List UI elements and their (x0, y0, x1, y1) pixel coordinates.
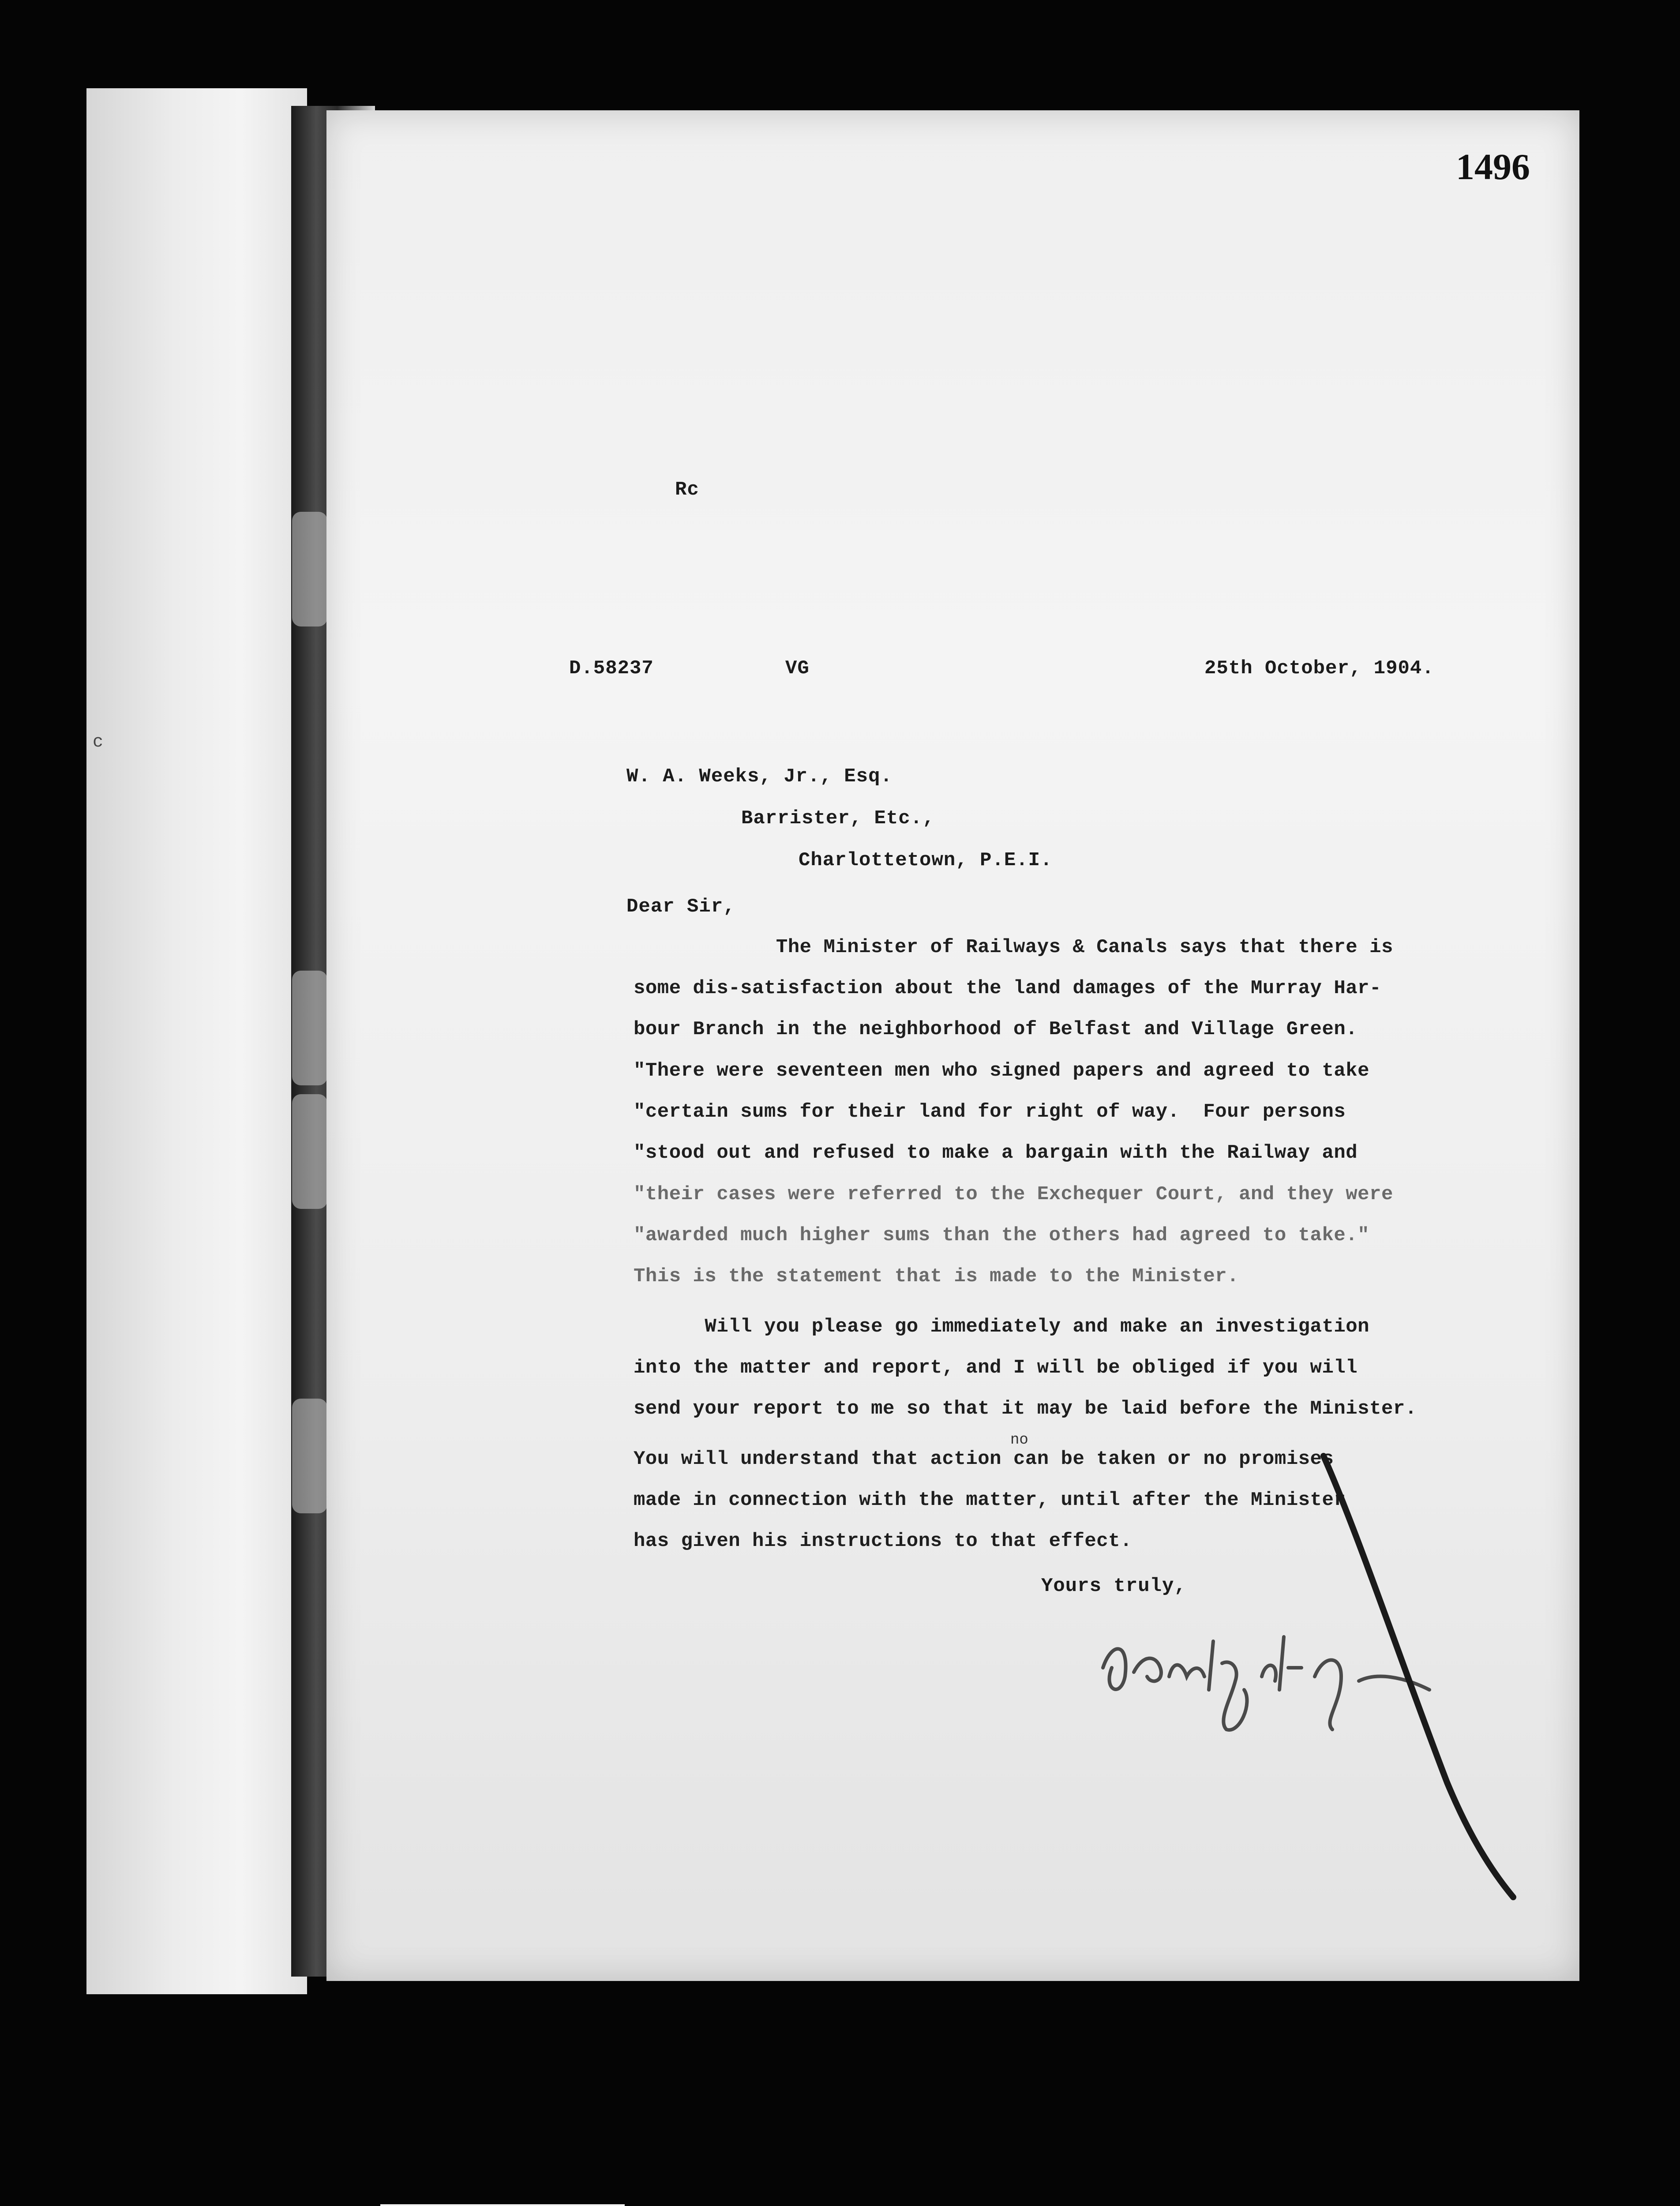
body-line: "certain sums for their land for right of way. Four persons (634, 1101, 1346, 1123)
body-line: "stood out and refused to make a bargain with the Railway and (634, 1142, 1358, 1164)
left-page-flap (86, 88, 307, 1994)
clerk-initials: VG (785, 657, 810, 679)
body-line: "awarded much higher sums than the others had agreed to take." (634, 1224, 1370, 1246)
body-line: has given his instructions to that effect. (634, 1530, 1132, 1552)
body-line: bour Branch in the neighborhood of Belfast and Village Green. (634, 1018, 1358, 1040)
initials-top: Rc (675, 479, 699, 501)
handwritten-insert: no (1010, 1432, 1028, 1448)
body-line: The Minister of Railways & Canals says that there is (634, 936, 1393, 958)
addressee-title: Barrister, Etc., (741, 807, 935, 829)
body-line: send your report to me so that it may be laid before the Minister. (634, 1398, 1417, 1420)
body-line: made in connection with the matter, until after the Minister (634, 1489, 1346, 1511)
binding-clip (292, 971, 327, 1085)
body-line: "their cases were referred to the Exchequer Court, and they were (634, 1183, 1393, 1205)
binding-clip (292, 1094, 327, 1209)
body-line: "There were seventeen men who signed papers and agreed to take (634, 1060, 1370, 1082)
body-line: Will you please go immediately and make an investigation (634, 1316, 1370, 1338)
closing: Yours truly, (1041, 1575, 1186, 1597)
letter-date: 25th October, 1904. (1204, 657, 1434, 679)
ink-stroke-graphic (1306, 1447, 1535, 1910)
body-line: This is the statement that is made to the Minister. (634, 1265, 1239, 1287)
poor-copy-label (380, 2204, 625, 2206)
binding-clip (292, 1399, 327, 1513)
salutation: Dear Sir, (626, 896, 735, 918)
page-number: 1496 (1456, 146, 1530, 188)
addressee-place: Charlottetown, P.E.I. (799, 849, 1053, 871)
flap-edge-mark: c (93, 732, 104, 752)
file-reference: D.58237 (569, 657, 654, 679)
addressee-name: W. A. Weeks, Jr., Esq. (626, 765, 892, 788)
body-line: into the matter and report, and I will be obliged if you will (634, 1357, 1358, 1379)
body-line: You will understand that action can be taken or no promises (634, 1448, 1334, 1470)
body-line: some dis-satisfaction about the land damages of the Murray Har- (634, 977, 1381, 999)
binding-clip (292, 512, 327, 627)
